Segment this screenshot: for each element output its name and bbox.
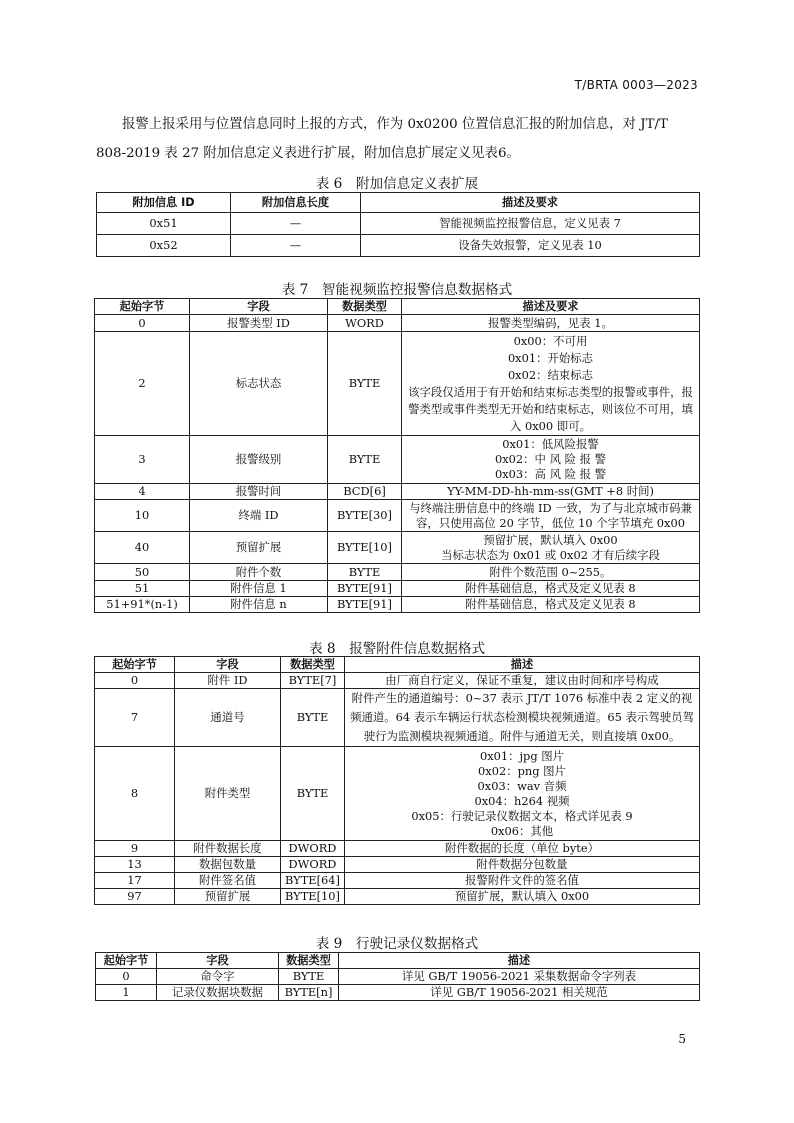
table-cell: BYTE[7] <box>281 673 345 689</box>
table-cell: 预留扩展 <box>190 532 328 564</box>
table-cell: 详见 GB/T 19056-2021 相关规范 <box>339 985 700 1001</box>
table-cell: 0 <box>95 315 190 332</box>
table-cell: BYTE[64] <box>281 873 345 889</box>
table-cell: 附件基础信息，格式及定义见表 8 <box>402 597 700 613</box>
table-cell: 设备失效报警，定义见表 10 <box>361 235 700 257</box>
table-row <box>95 889 700 905</box>
table-cell: 97 <box>95 889 175 905</box>
table9-header: 字段 <box>157 953 279 969</box>
table8-header: 数据类型 <box>281 657 345 673</box>
table-cell: 附件 ID <box>175 673 281 689</box>
table-cell: 与终端注册信息中的终端 ID 一致，为了与北京城市码兼容，只使用高位 20 字节，低位 10 个字节填充 0x00 <box>402 500 700 532</box>
table-cell: 预留扩展，默认填入 0x00 当标志状态为 0x01 或 0x02 才有后续字段 <box>402 532 700 564</box>
table9-header: 起始字节 <box>96 953 157 969</box>
table6-header: 附加信息 ID <box>97 193 231 213</box>
table-cell: 预留扩展，默认填入 0x00 <box>345 889 700 905</box>
table6-caption: 表 6 附加信息定义表扩展 <box>315 176 479 192</box>
intro-paragraph <box>96 110 700 168</box>
table-cell: 3 <box>95 436 190 484</box>
table-cell: 0 <box>95 673 175 689</box>
table-cell: BYTE[91] <box>328 597 402 613</box>
table-cell: 0x00：不可用 0x01：开始标志 0x02：结束标志 该字段仅适用于有开始和结束标志类型的报警或事件，报警类型或事件类型无开始和结束标志，则该位不可用，填入 0x00 即可。 <box>402 332 700 436</box>
table-cell: 9 <box>95 841 175 857</box>
table-cell: 附件类型 <box>175 747 281 841</box>
table-cell: 命令字 <box>157 969 279 985</box>
table-cell: 报警类型 ID <box>190 315 328 332</box>
intro-line-1: 报警上报采用与位置信息同时上报的方式，作为 0x0200 位置信息汇报的附加信息，对 JT/T <box>122 117 668 132</box>
table9-header: 描述 <box>339 953 700 969</box>
table-row <box>95 857 700 873</box>
table6 <box>96 192 700 257</box>
table-cell: 记录仪数据块数据 <box>157 985 279 1001</box>
table-row <box>95 581 700 597</box>
table-cell: 40 <box>95 532 190 564</box>
table-row <box>95 315 700 332</box>
table-cell: — <box>231 235 361 257</box>
table8-header: 描述 <box>345 657 700 673</box>
table-row <box>97 235 700 257</box>
table-cell: 附件数据分包数量 <box>345 857 700 873</box>
table6-header: 附加信息长度 <box>231 193 361 213</box>
table-cell: WORD <box>328 315 402 332</box>
table-cell: 附件产生的通道编号：0~37 表示 JT/T 1076 标准中表 2 定义的视频通道。64 表示车辆运行状态检测模块视频通道。65 表示驾驶员驾驶行为监测模块视频通道。附件与通道无关，则直接填 0x00。 <box>345 689 700 747</box>
table-cell: BYTE[10] <box>281 889 345 905</box>
table7-caption: 表 7 智能视频监控报警信息数据格式 <box>281 282 513 298</box>
table7-header: 描述及要求 <box>402 299 700 315</box>
table-row <box>95 873 700 889</box>
table-cell: BYTE <box>328 436 402 484</box>
table-cell: — <box>231 213 361 235</box>
table-cell: BYTE[10] <box>328 532 402 564</box>
table-cell: 智能视频监控报警信息，定义见表 7 <box>361 213 700 235</box>
table-cell: 数据包数量 <box>175 857 281 873</box>
table-cell: BYTE[n] <box>279 985 339 1001</box>
table-cell: 附件信息 n <box>190 597 328 613</box>
table-cell: 1 <box>96 985 157 1001</box>
table-cell: BYTE <box>281 689 345 747</box>
intro-line-2: 808-2019 表 27 附加信息定义表进行扩展，附加信息扩展定义见表6。 <box>96 146 520 161</box>
table9-caption: 表 9 行驶记录仪数据格式 <box>315 936 479 952</box>
table-cell: DWORD <box>281 857 345 873</box>
table-row <box>95 673 700 689</box>
table-cell: 17 <box>95 873 175 889</box>
table-cell: 50 <box>95 564 190 581</box>
table7-header: 起始字节 <box>95 299 190 315</box>
table-row <box>95 841 700 857</box>
table-cell: 13 <box>95 857 175 873</box>
table-row <box>95 332 700 436</box>
table-row <box>95 747 700 841</box>
table-cell: 由厂商自行定义，保证不重复，建议由时间和序号构成 <box>345 673 700 689</box>
table7 <box>94 298 700 613</box>
table8-header: 字段 <box>175 657 281 673</box>
table-row <box>95 597 700 613</box>
table-cell: BYTE <box>279 969 339 985</box>
table-row <box>96 985 700 1001</box>
table-cell: 10 <box>95 500 190 532</box>
table-cell: BYTE <box>328 332 402 436</box>
table-cell: 附件基础信息，格式及定义见表 8 <box>402 581 700 597</box>
table-cell: 8 <box>95 747 175 841</box>
table-row <box>95 436 700 484</box>
page-number: 5 <box>678 1032 686 1046</box>
table9-header: 数据类型 <box>279 953 339 969</box>
table-cell: DWORD <box>281 841 345 857</box>
table-cell: 附件个数范围 0~255。 <box>402 564 700 581</box>
table9 <box>95 952 700 1001</box>
table-cell: BYTE <box>281 747 345 841</box>
table7-header: 数据类型 <box>328 299 402 315</box>
table-cell: 通道号 <box>175 689 281 747</box>
table-cell: BYTE <box>328 564 402 581</box>
table-cell: 报警附件文件的签名值 <box>345 873 700 889</box>
table-cell: 51+91*(n-1) <box>95 597 190 613</box>
table-cell: YY-MM-DD-hh-mm-ss(GMT +8 时间) <box>402 484 700 500</box>
table8-caption: 表 8 报警附件信息数据格式 <box>308 641 486 657</box>
table-cell: 标志状态 <box>190 332 328 436</box>
table-cell: BYTE[30] <box>328 500 402 532</box>
table-cell: 详见 GB/T 19056-2021 采集数据命令字列表 <box>339 969 700 985</box>
table-cell: BCD[6] <box>328 484 402 500</box>
table-cell: BYTE[91] <box>328 581 402 597</box>
table-cell: 报警级别 <box>190 436 328 484</box>
table-cell: 附件信息 1 <box>190 581 328 597</box>
table-row <box>97 213 700 235</box>
table-cell: 报警类型编码，见表 1。 <box>402 315 700 332</box>
table-row <box>95 564 700 581</box>
table-cell: 51 <box>95 581 190 597</box>
document-code: T/BRTA 0003—2023 <box>574 78 698 92</box>
table-cell: 附件签名值 <box>175 873 281 889</box>
table-cell: 0x51 <box>97 213 231 235</box>
table6-header: 描述及要求 <box>361 193 700 213</box>
table7-header: 字段 <box>190 299 328 315</box>
table8-header: 起始字节 <box>95 657 175 673</box>
table-cell: 2 <box>95 332 190 436</box>
table-cell: 终端 ID <box>190 500 328 532</box>
table-cell: 预留扩展 <box>175 889 281 905</box>
table-row <box>95 532 700 564</box>
table-cell: 附件数据长度 <box>175 841 281 857</box>
table-row <box>96 969 700 985</box>
table-row <box>95 500 700 532</box>
table-cell: 0x52 <box>97 235 231 257</box>
table-cell: 0x01：jpg 图片 0x02：png 图片 0x03：wav 音频 0x04：h264 视频 0x05：行驶记录仪数据文本，格式详见表 9 0x06：其他 <box>345 747 700 841</box>
table-cell: 附件个数 <box>190 564 328 581</box>
table-cell: 7 <box>95 689 175 747</box>
table8 <box>94 656 700 905</box>
table-cell: 4 <box>95 484 190 500</box>
table-cell: 附件数据的长度（单位 byte） <box>345 841 700 857</box>
table-row <box>95 689 700 747</box>
table-cell: 0x01：低风险报警 0x02：中 风 险 报 警 0x03：高 风 险 报 警 <box>402 436 700 484</box>
table-cell: 0 <box>96 969 157 985</box>
table-cell: 报警时间 <box>190 484 328 500</box>
table-row <box>95 484 700 500</box>
